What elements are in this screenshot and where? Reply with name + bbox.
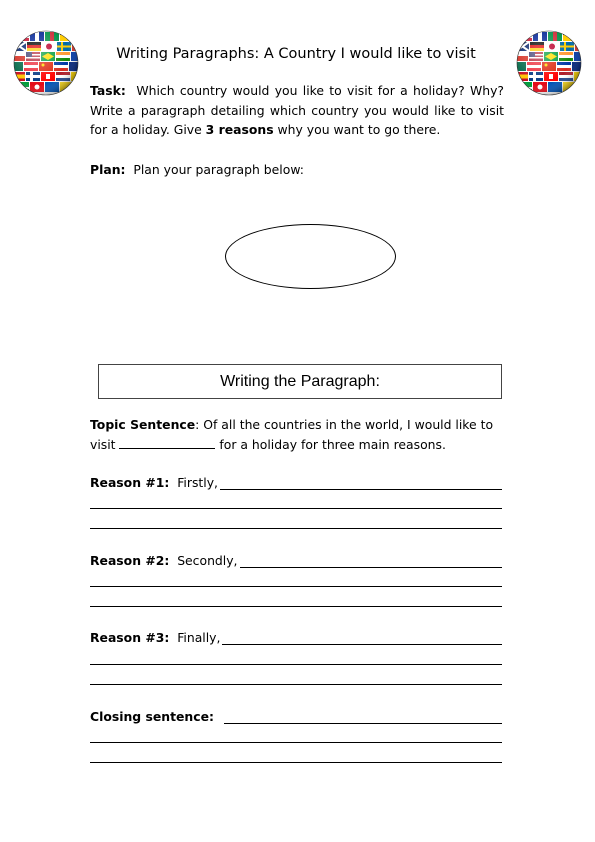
plan-text: Plan your paragraph below: xyxy=(133,162,304,177)
reason-2-label: Reason #2: xyxy=(90,553,170,568)
writing-line[interactable] xyxy=(90,528,502,529)
plan-paragraph xyxy=(90,160,304,180)
task-label: Task: xyxy=(90,83,126,98)
closing-label: Closing sentence: xyxy=(90,709,214,724)
reason-1-label: Reason #1: xyxy=(90,475,170,490)
country-blank[interactable] xyxy=(119,436,215,449)
plan-label: Plan: xyxy=(90,162,126,177)
task-text-1: Which country would you like to visit for a holiday? Why? Write a paragraph detailing which country you would like to visit for a holiday. Give xyxy=(90,83,504,137)
reason-3-lead: Finally, xyxy=(177,630,221,645)
writing-line[interactable] xyxy=(90,762,502,763)
closing-row xyxy=(90,709,502,724)
reason-1-lead: Firstly, xyxy=(177,475,218,490)
reason-2-lead: Secondly, xyxy=(177,553,238,568)
closing-blank[interactable] xyxy=(224,711,502,724)
task-reason-count: 3 reasons xyxy=(205,122,274,137)
task-paragraph xyxy=(90,81,504,140)
reason-1-blank[interactable] xyxy=(220,477,502,490)
topic-label: Topic Sentence xyxy=(90,417,196,432)
reason-3-blank[interactable] xyxy=(222,632,502,645)
topic-text-1: : Of all the countries in the world, I would like to visit xyxy=(90,417,494,452)
writing-line[interactable] xyxy=(90,684,502,685)
world-flags-globe-icon xyxy=(13,30,79,96)
world-flags-globe-icon xyxy=(516,30,582,96)
writing-line[interactable] xyxy=(90,664,502,665)
writing-line[interactable] xyxy=(90,742,502,743)
section-heading-box xyxy=(98,364,502,399)
reason-1-row xyxy=(90,475,502,490)
writing-line[interactable] xyxy=(90,586,502,587)
writing-line[interactable] xyxy=(90,508,502,509)
reason-2-row xyxy=(90,553,502,568)
page-title: Writing Paragraphs: A Country I would like to visit xyxy=(116,46,476,62)
task-text-2: why you want to go there. xyxy=(273,122,441,137)
reason-3-label: Reason #3: xyxy=(90,630,170,645)
topic-sentence-paragraph xyxy=(90,415,504,454)
topic-text-2: for a holiday for three main reasons. xyxy=(215,436,446,452)
reason-2-blank[interactable] xyxy=(240,555,502,568)
plan-oval[interactable] xyxy=(225,224,396,289)
writing-line[interactable] xyxy=(90,606,502,607)
reason-3-row xyxy=(90,630,502,645)
section-heading: Writing the Paragraph: xyxy=(220,372,380,390)
